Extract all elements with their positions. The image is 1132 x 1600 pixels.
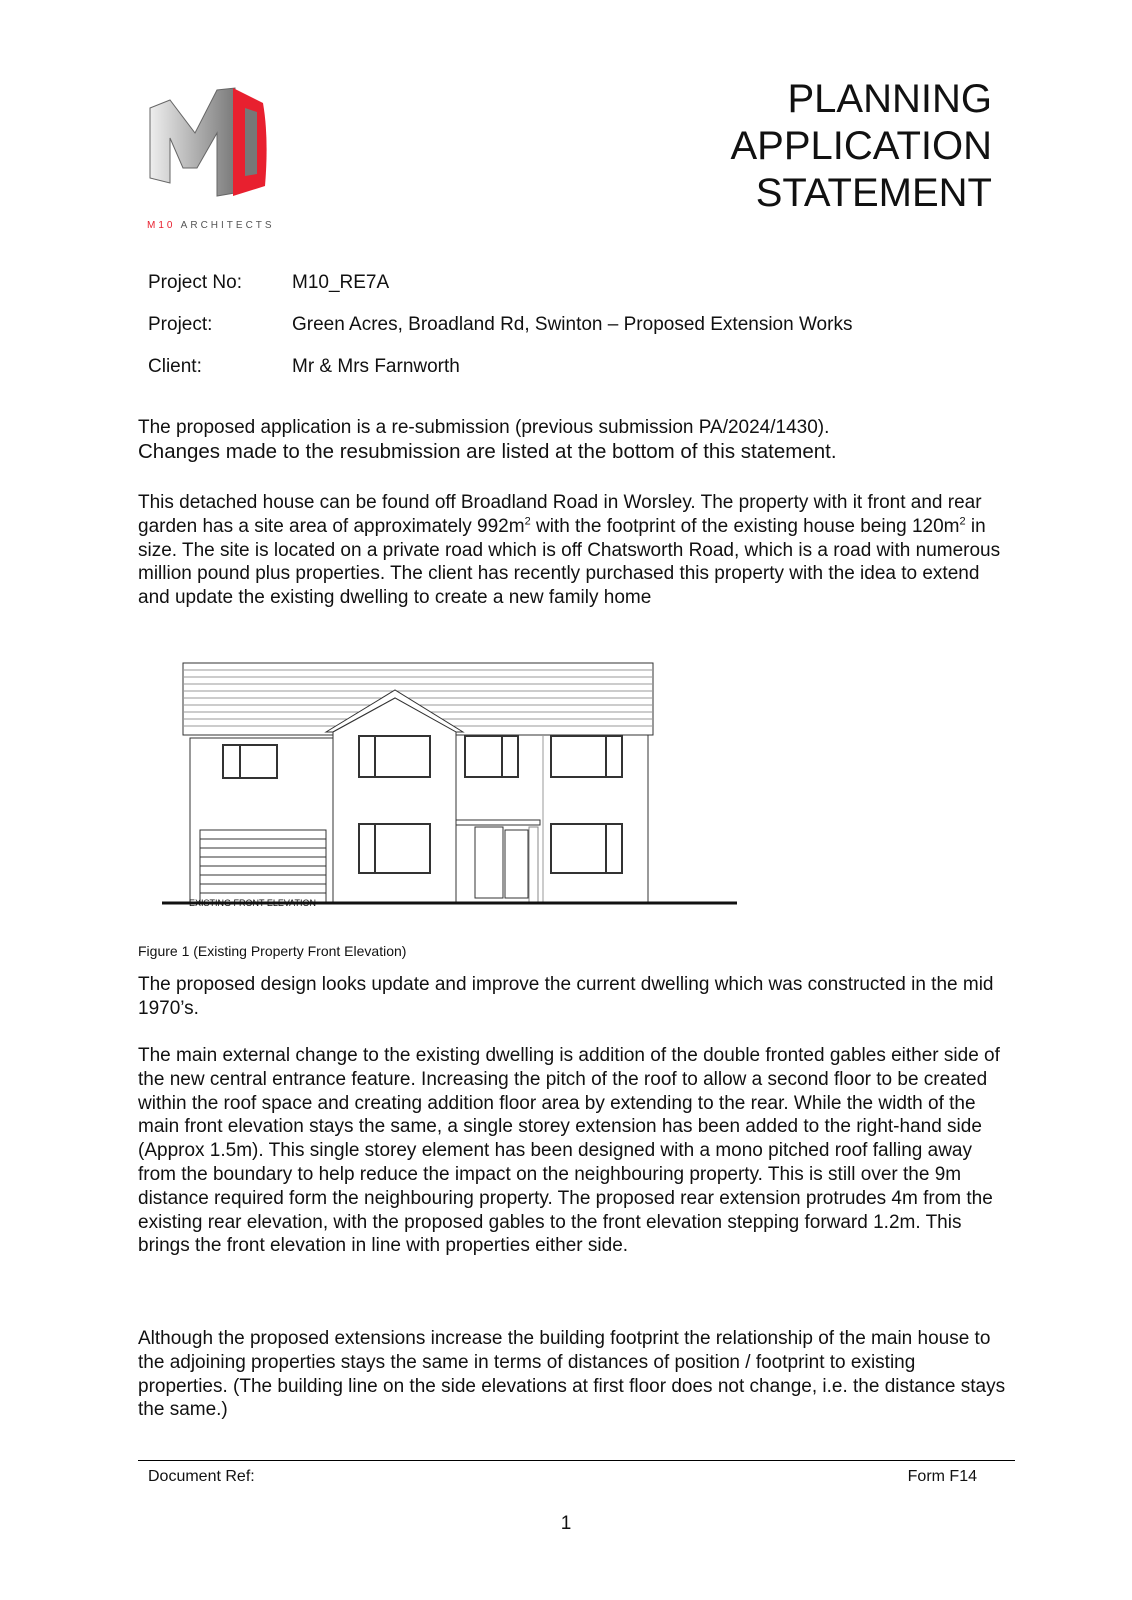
drawing-label: EXISTING FRONT ELEVATION [189, 898, 317, 908]
form-number: Form F14 [907, 1468, 977, 1485]
document-title [730, 76, 992, 217]
m10-logo: M10 ARCHITECTS [145, 78, 275, 231]
front-elevation-drawing [150, 640, 750, 920]
footer-divider [138, 1460, 1015, 1461]
site-paragraph [138, 491, 1008, 610]
intro-line: Changes made to the resubmission are listed at the bottom of this statement. [138, 439, 837, 463]
text: This detached house can be found off Broadland Road in Worsley. The property with it front and rear garden has a site area of approximately 992m [138, 492, 982, 537]
title-line: APPLICATION [730, 124, 992, 168]
project-no-value: M10_RE7A [292, 272, 390, 293]
project-no-label: Project No: [148, 272, 242, 293]
project-value: Green Acres, Broadland Rd, Swinton – Proposed Extension Works [292, 314, 853, 335]
intro-line: The proposed application is a re-submission (previous submission PA/2024/1430). [138, 417, 830, 438]
title-line: PLANNING [787, 77, 992, 121]
page-number: 1 [560, 1513, 572, 1534]
superscript: 2 [524, 515, 531, 528]
text: with the footprint of the existing house being 120m [530, 515, 960, 537]
body-paragraph: The proposed design looks update and improve the current dwelling which was constructed in the mid 1970’s. [138, 974, 994, 1019]
document-ref-label: Document Ref: [148, 1468, 255, 1485]
project-label: Project: [148, 314, 213, 335]
body-paragraph: The main external change to the existing dwelling is addition of the double fronted gables either side of the new central entrance feature. Increasing the pitch of the roof to allow a second floor to be created within the roof space and creating addition floor area by extending to the rear. While the width of the main front elevation stays the same, a single storey extension has been added to the right-hand side (Approx 1.5m). This single storey element has been designed with a mono pitched roof falling away from the boundary to help reduce the impact on the neighbouring property. This is still over the 9m distance required form the neighbouring property. The proposed rear extension protrudes 4m from the existing rear elevation, with the proposed gables to the front elevation stepping forward 1.2m. This brings the front elevation in line with properties either side. [138, 1045, 1000, 1257]
body-paragraph: Although the proposed extensions increase the building footprint the relationship of the main house to the adjoining properties stays the same in terms of distances of position / footprint to existing properties. (The building line on the side elevations at first floor does not change, i.e. the distance stays the same.) [138, 1328, 1006, 1421]
intro-paragraph [138, 416, 1008, 464]
figure-caption: Figure 1 (Existing Property Front Elevation) [138, 943, 407, 959]
superscript: 2 [959, 515, 966, 528]
client-value: Mr & Mrs Farnworth [292, 356, 460, 377]
client-label: Client: [148, 356, 202, 377]
text: in size. The site is located on a private road which is off Chatsworth Road, which is a road with numerous million pound plus properties. The client has recently purchased this property with the idea to extend and update the existing dwelling to create a new family home [138, 515, 1001, 609]
logo-mark-icon [145, 78, 275, 223]
title-line: STATEMENT [755, 171, 992, 215]
